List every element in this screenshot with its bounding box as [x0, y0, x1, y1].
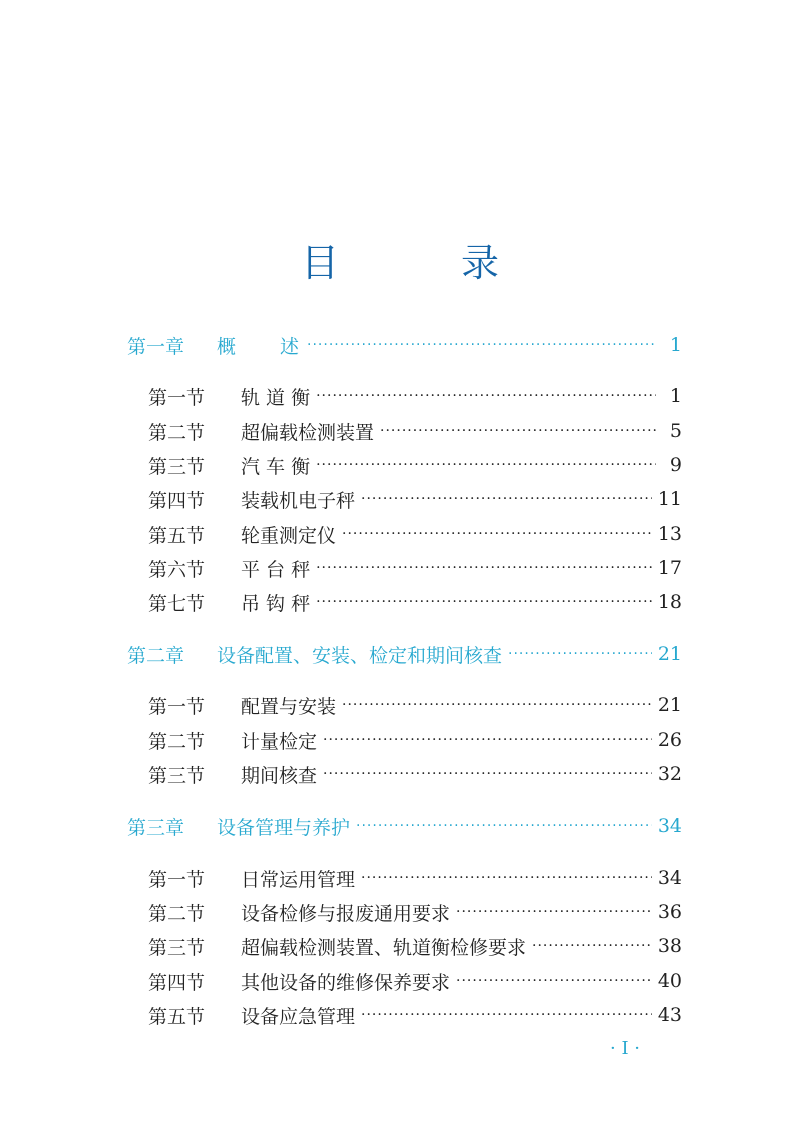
section-number: 第二节 — [148, 730, 206, 753]
section-title: 轨 道 衡 — [241, 386, 311, 409]
toc-section-2-3[interactable] — [148, 760, 682, 788]
leader-dots — [380, 417, 656, 445]
leader-dots — [508, 640, 652, 668]
section-page: 43 — [657, 1004, 682, 1026]
leader-dots — [532, 932, 652, 960]
leader-dots — [323, 760, 652, 788]
section-title: 配置与安装 — [241, 695, 337, 718]
leader-dots — [342, 691, 652, 719]
section-page: 11 — [657, 488, 682, 510]
toc-section-3-5[interactable] — [148, 1001, 682, 1029]
toc-section-1-4[interactable] — [148, 485, 682, 513]
leader-dots — [342, 520, 652, 548]
page-number: · I · — [610, 1038, 640, 1059]
leader-dots — [316, 554, 652, 582]
section-title: 计量检定 — [241, 730, 318, 753]
toc-section-3-2[interactable] — [148, 898, 682, 926]
section-number: 第一节 — [148, 695, 206, 718]
section-page: 9 — [669, 454, 682, 476]
toc-section-3-4[interactable] — [148, 967, 682, 995]
chapter-number: 第二章 — [127, 644, 185, 667]
chapter-page: 34 — [657, 815, 682, 837]
section-page: 13 — [657, 523, 682, 545]
section-title: 装载机电子秤 — [241, 489, 356, 512]
toc-section-1-7[interactable] — [148, 588, 682, 616]
leader-dots — [323, 726, 652, 754]
leader-dots — [307, 331, 656, 359]
section-title: 轮重测定仪 — [241, 524, 337, 547]
section-number: 第三节 — [148, 936, 206, 959]
section-page: 21 — [657, 694, 682, 716]
toc-section-2-2[interactable] — [148, 726, 682, 754]
section-title: 日常运用管理 — [241, 868, 356, 891]
section-number: 第三节 — [148, 455, 206, 478]
chapter-title: 设备配置、安装、检定和期间核查 — [217, 644, 503, 667]
section-title: 吊 钩 秤 — [241, 592, 311, 615]
section-title: 设备应急管理 — [241, 1005, 356, 1028]
section-page: 17 — [657, 557, 682, 579]
section-page: 40 — [657, 970, 682, 992]
section-title: 超偏载检测装置 — [241, 421, 375, 444]
chapter-title: 设备管理与养护 — [217, 816, 351, 839]
chapter-title: 概 述 — [217, 335, 302, 358]
leader-dots — [361, 485, 652, 513]
section-number: 第五节 — [148, 524, 206, 547]
leader-dots — [456, 898, 652, 926]
section-title: 其他设备的维修保养要求 — [241, 971, 451, 994]
section-title: 平 台 秤 — [241, 558, 311, 581]
toc-section-1-6[interactable] — [148, 554, 682, 582]
toc-section-1-3[interactable] — [148, 451, 682, 479]
toc-section-1-1[interactable] — [148, 382, 682, 410]
toc-section-1-2[interactable] — [148, 417, 682, 445]
leader-dots — [456, 967, 652, 995]
section-number: 第七节 — [148, 592, 206, 615]
section-page: 26 — [657, 729, 682, 751]
section-title: 期间核查 — [241, 764, 318, 787]
toc-section-3-3[interactable] — [148, 932, 682, 960]
toc-chapter-3[interactable] — [127, 812, 682, 840]
section-number: 第四节 — [148, 489, 206, 512]
leader-dots — [356, 812, 652, 840]
section-page: 18 — [657, 591, 682, 613]
section-page: 38 — [657, 935, 682, 957]
section-number: 第三节 — [148, 764, 206, 787]
section-title: 汽 车 衡 — [241, 455, 311, 478]
chapter-page: 21 — [657, 643, 682, 665]
chapter-number: 第三章 — [127, 816, 185, 839]
section-page: 5 — [669, 420, 682, 442]
section-title: 设备检修与报废通用要求 — [241, 902, 451, 925]
section-page: 1 — [669, 385, 682, 407]
toc-section-3-1[interactable] — [148, 864, 682, 892]
toc-section-2-1[interactable] — [148, 691, 682, 719]
toc-chapter-2[interactable] — [127, 640, 682, 668]
leader-dots — [361, 864, 652, 892]
leader-dots — [316, 451, 656, 479]
section-number: 第四节 — [148, 971, 206, 994]
section-number: 第一节 — [148, 868, 206, 891]
section-number: 第六节 — [148, 558, 206, 581]
section-number: 第二节 — [148, 902, 206, 925]
toc-section-1-5[interactable] — [148, 520, 682, 548]
section-page: 32 — [657, 763, 682, 785]
section-number: 第五节 — [148, 1005, 206, 1028]
chapter-page: 1 — [669, 334, 682, 356]
section-page: 36 — [657, 901, 682, 923]
section-title: 超偏载检测装置、轨道衡检修要求 — [241, 936, 527, 959]
toc-chapter-1[interactable] — [127, 331, 682, 359]
section-number: 第一节 — [148, 386, 206, 409]
leader-dots — [316, 382, 656, 410]
leader-dots — [316, 588, 652, 616]
chapter-number: 第一章 — [127, 335, 185, 358]
section-page: 34 — [657, 867, 682, 889]
section-number: 第二节 — [148, 421, 206, 444]
page-title: 目 录 — [300, 241, 541, 285]
leader-dots — [361, 1001, 652, 1029]
